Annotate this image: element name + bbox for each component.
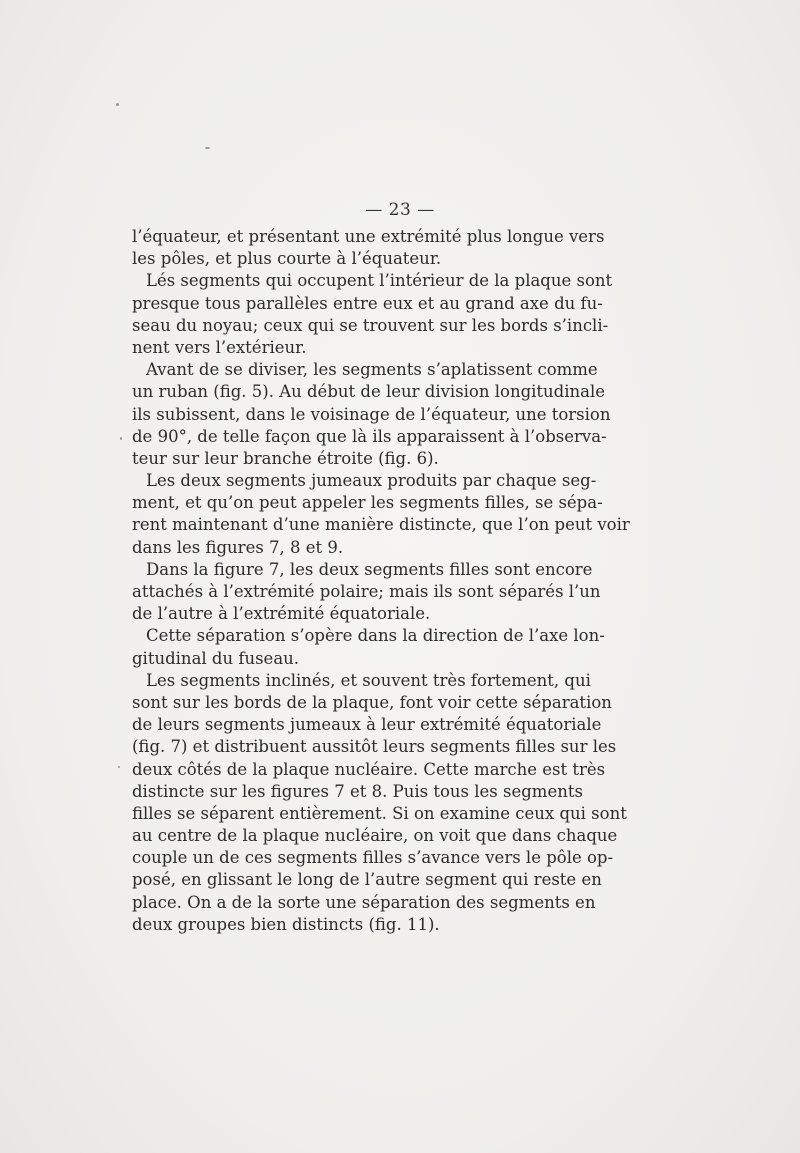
body-text bbox=[132, 226, 630, 936]
text-line: rent maintenant d’une manière distincte, que l’on peut voir bbox=[132, 515, 630, 535]
text-line: de l’autre à l’extrémité équatoriale. bbox=[132, 604, 431, 624]
text-line: distincte sur les figures 7 et 8. Puis tous les segments bbox=[132, 781, 583, 801]
text-line: deux groupes bien distincts (fig. 11). bbox=[132, 914, 440, 934]
text-line: attachés à l’extrémité polaire; mais ils sont séparés l’un bbox=[132, 582, 601, 601]
text-line: nent vers l’extérieur. bbox=[132, 337, 307, 357]
text-line: seau du noyau; ceux qui se trouvent sur les bords s’incli- bbox=[132, 315, 609, 335]
text-line: place. On a de la sorte une séparation des segments en bbox=[132, 892, 596, 912]
paper-speck bbox=[116, 103, 119, 106]
text-line: posé, en glissant le long de l’autre segment qui reste en bbox=[132, 870, 602, 890]
text-line: deux côtés de la plaque nucléaire. Cette marche est très bbox=[132, 759, 606, 779]
text-line: Dans la figure 7, les deux segments filles sont encore bbox=[146, 559, 593, 579]
text-line: au centre de la plaque nucléaire, on voit que dans chaque bbox=[132, 826, 618, 846]
text-line: un ruban (fig. 5). Au début de leur division longitudinale bbox=[132, 382, 606, 402]
text-line: Avant de se diviser, les segments s’aplatissent comme bbox=[146, 360, 598, 380]
text-line: Lés segments qui occupent l’intérieur de la plaque sont bbox=[146, 271, 613, 291]
page-number: — 23 — bbox=[365, 200, 435, 220]
text-line: Cette séparation s’opère dans la direction de l’axe lon- bbox=[146, 626, 605, 646]
text-line: ils subissent, dans le voisinage de l’équateur, une torsion bbox=[132, 404, 611, 424]
paper-speck bbox=[118, 766, 120, 768]
text-line: ment, et qu’on peut appeler les segments filles, se sépa- bbox=[132, 493, 603, 513]
text-line: l’équateur, et présentant une extrémité plus longue vers bbox=[132, 227, 605, 246]
text-line: Les segments inclinés, et souvent très fortement, qui bbox=[146, 670, 591, 690]
text-line: les pôles, et plus courte à l’équateur. bbox=[132, 249, 442, 269]
paper-speck bbox=[120, 437, 122, 440]
text-line: dans les figures 7, 8 et 9. bbox=[132, 537, 344, 557]
text-line: gitudinal du fuseau. bbox=[132, 648, 300, 668]
text-line: Les deux segments jumeaux produits par chaque seg- bbox=[146, 471, 597, 491]
text-line: couple un de ces segments filles s’avance vers le pôle op- bbox=[132, 848, 614, 868]
text-line: de 90°, de telle façon que là ils apparaissent à l’observa- bbox=[132, 426, 607, 446]
paper-speck bbox=[205, 147, 210, 149]
text-line: filles se séparent entièrement. Si on examine ceux qui sont bbox=[132, 803, 627, 823]
text-line: de leurs segments jumeaux à leur extrémité équatoriale bbox=[132, 715, 602, 735]
text-line: teur sur leur branche étroite (fig. 6). bbox=[132, 448, 439, 468]
text-line: (fig. 7) et distribuent aussitôt leurs segments filles sur les bbox=[132, 737, 617, 757]
text-line: sont sur les bords de la plaque, font voir cette séparation bbox=[132, 692, 612, 712]
text-line: presque tous parallèles entre eux et au grand axe du fu- bbox=[132, 293, 603, 313]
